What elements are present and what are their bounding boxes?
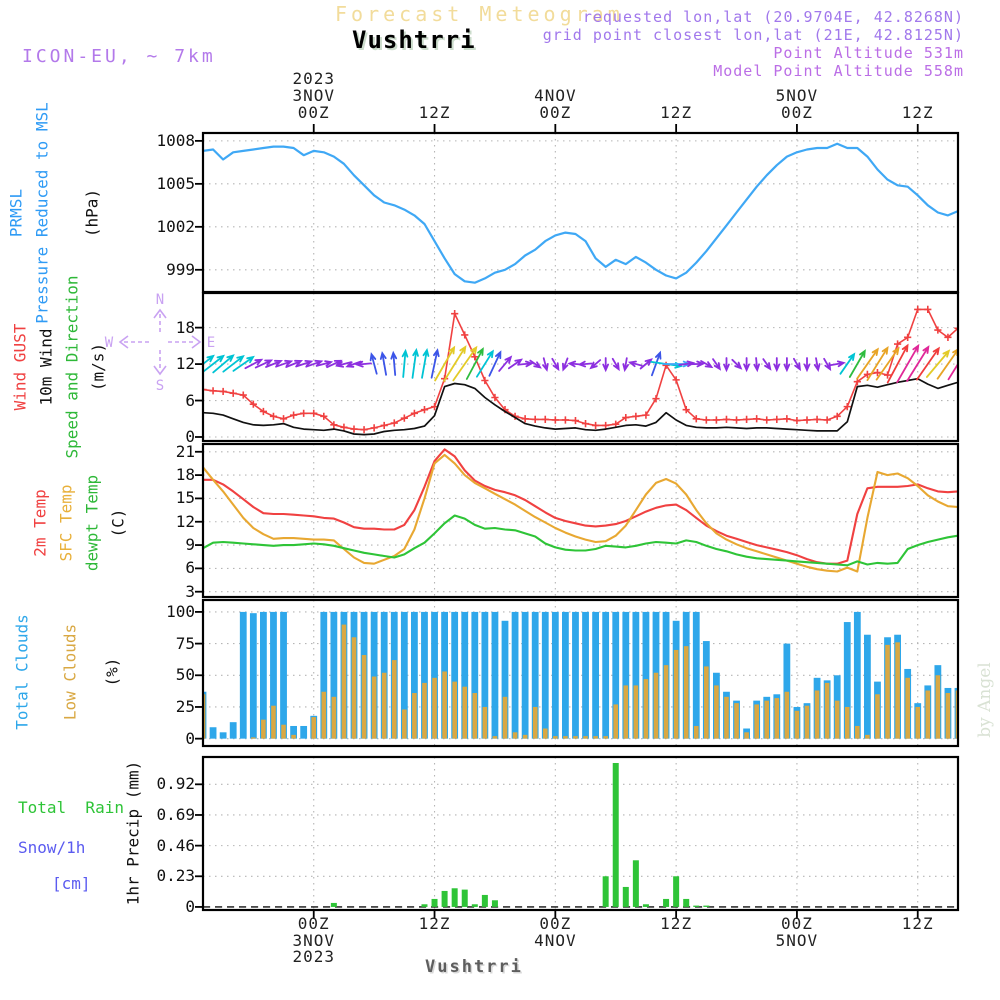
temperature-panel-border [203, 444, 958, 597]
temperature-ytick-label: 12 [175, 511, 195, 531]
side-label--cm-: [cm] [52, 874, 91, 893]
top-time-label: 2023 [292, 69, 335, 88]
precip-ytick-label: 0.23 [156, 866, 195, 886]
gust-plus-markers [199, 306, 961, 433]
temperature-ytick-label: 21 [175, 441, 195, 461]
compass-n: N [155, 292, 165, 308]
wind-ytick-label: 12 [175, 354, 195, 374]
temperature-ytick-marks [195, 452, 203, 592]
top-time-label: 12Z [418, 103, 451, 122]
precip-panel-border [203, 757, 958, 910]
pressure-panel [195, 133, 958, 292]
wind-ytick-label: 6 [185, 390, 195, 410]
bottom-time-label: 12Z [660, 914, 693, 933]
side-label-total-clouds: Total Clouds [12, 614, 32, 730]
precip-panel [195, 757, 958, 910]
bottom-time-label: 12Z [901, 914, 934, 933]
side-label-low-clouds: Low Clouds [60, 623, 80, 721]
temperature-ytick-label: 6 [185, 558, 195, 578]
compass-w: W [104, 335, 114, 351]
pressure-ytick-label: 1002 [156, 216, 195, 236]
pressure-ytick-label: 999 [166, 259, 195, 279]
temperature-gridlines [203, 444, 958, 597]
top-time-label: 00Z [297, 103, 330, 122]
pressure-panel-border [203, 133, 958, 292]
watermark: by Angel [975, 662, 995, 738]
top-time-label: 5NOV [775, 86, 819, 105]
side-label-total-rain: Total Rain [18, 798, 124, 817]
2m-temp-line [203, 449, 958, 563]
prmsl-line [203, 144, 958, 283]
top-time-label: 12Z [660, 103, 693, 122]
clouds-ytick-label: 25 [175, 696, 195, 716]
pressure-ytick-label: 1008 [156, 130, 195, 150]
side-label-wind-gust: Wind GUST [10, 323, 30, 411]
top-time-label: 3NOV [292, 86, 335, 105]
precip-ytick-label: 0 [185, 896, 195, 916]
precip-gridlines [203, 757, 958, 910]
temperature-ytick-label: 3 [185, 581, 195, 601]
clouds-ytick-marks [195, 612, 203, 739]
precip-ytick-label: 0.92 [156, 774, 195, 794]
compass-s: S [155, 378, 165, 394]
side-label--m-s-: (m/s) [88, 342, 108, 392]
sfc-temp-line [203, 455, 958, 572]
temperature-ytick-label: 9 [185, 535, 195, 555]
bottom-time-label: 2023 [292, 947, 335, 966]
wind-panel [193, 293, 968, 441]
temperature-ytick-label: 15 [175, 488, 195, 508]
bottom-time-label: 12Z [418, 914, 451, 933]
station-title: Vushtrri [352, 26, 476, 54]
bottom-time-label: 00Z [539, 914, 572, 933]
model-label: ICON-EU, ~ 7km [22, 46, 216, 67]
side-label-10m-wind: 10m Wind [36, 328, 56, 406]
pressure-ytick-marks [195, 141, 203, 270]
wind-ytick-label: 18 [175, 317, 195, 337]
side-label-2m-temp: 2m Temp [30, 489, 50, 557]
wind-ytick-label: 0 [185, 426, 195, 446]
side-label--: (%) [102, 657, 122, 687]
side-label-speed-and-direction: Speed and Direction [62, 275, 82, 459]
clouds-panel [195, 600, 961, 746]
clouds-ytick-label: 100 [166, 601, 195, 621]
temperature-panel [195, 444, 958, 597]
temperature-ytick-label: 18 [175, 465, 195, 485]
bottom-time-label: 00Z [780, 914, 813, 933]
point-altitude: Point Altitude 531m [773, 44, 964, 62]
compass-e: E [206, 335, 216, 351]
clouds-ytick-label: 75 [175, 633, 195, 653]
side-label-1hr-precip-mm-: 1hr Precip (mm) [123, 760, 143, 906]
top-time-label: 12Z [901, 103, 934, 122]
side-label-snow-1h: Snow/1h [18, 838, 86, 857]
clouds-ytick-label: 0 [185, 728, 195, 748]
precip-ytick-label: 0.69 [156, 804, 195, 824]
precip-ytick-marks [195, 784, 203, 907]
side-label-dewpt-temp: dewpt Temp [82, 474, 102, 572]
bottom-time-label: 4NOV [534, 930, 577, 950]
footer-station: Vushtrri [425, 957, 523, 977]
side-label-prmsl: PRMSL [6, 188, 26, 238]
clouds-ytick-label: 50 [175, 665, 195, 685]
grid-point-lonlat: grid point closest lon,lat (21E, 42.8125N) [542, 26, 964, 44]
precip-ytick-label: 0.46 [156, 835, 195, 855]
model-point-altitude: Model Point Altitude 558m [713, 62, 964, 80]
total-rain-bars [331, 763, 709, 907]
side-label--c-: (C) [108, 508, 128, 538]
side-label-sfc-temp: SFC Temp [56, 484, 76, 562]
page-title: Forecast Meteogram [335, 2, 624, 26]
pressure-ytick-label: 1005 [156, 173, 195, 193]
wind-gust-line [203, 309, 958, 429]
pressure-gridlines [203, 133, 958, 292]
top-time-label: 4NOV [534, 86, 577, 105]
wind-ytick-marks [195, 328, 203, 437]
top-time-label: 00Z [539, 103, 572, 122]
side-label-pressure-reduced-to-msl: Pressure Reduced to MSL [32, 102, 52, 324]
bottom-time-label: 00Z [297, 914, 330, 933]
top-time-label: 00Z [780, 103, 813, 122]
requested-lonlat: requested lon,lat (20.9704E, 42.8268N) [582, 8, 964, 26]
bottom-time-label: 5NOV [775, 930, 819, 950]
side-label--hpa-: (hPa) [82, 188, 102, 238]
bottom-time-label: 3NOV [292, 930, 335, 950]
